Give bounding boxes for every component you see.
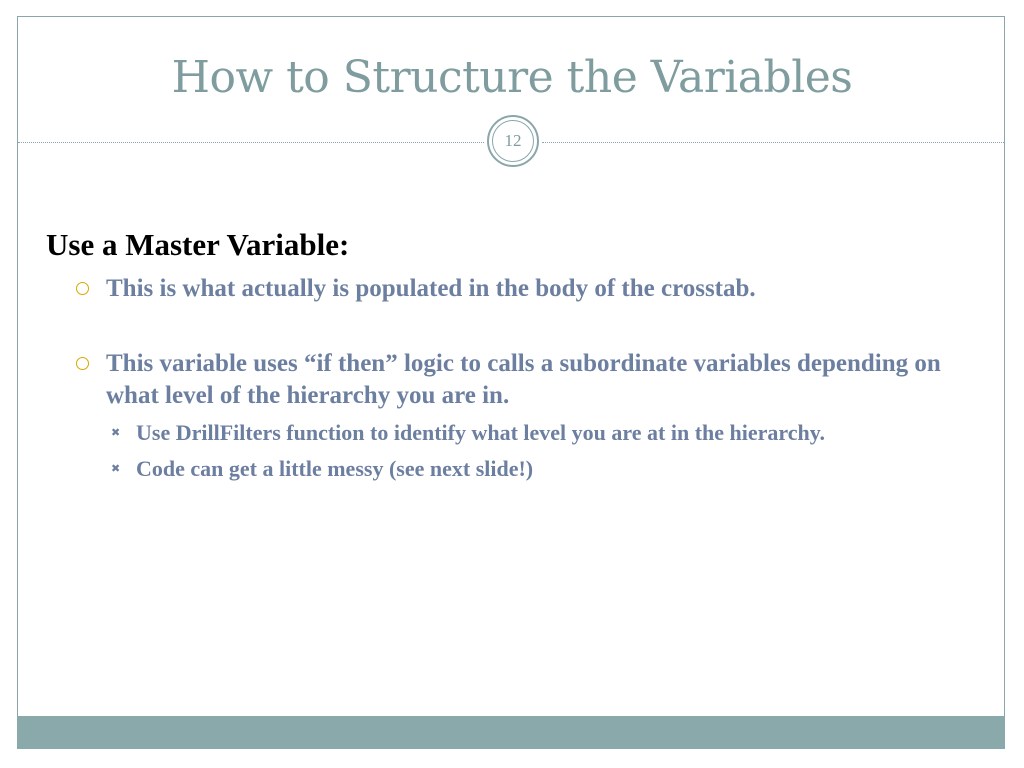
cross-bullet-icon: ✖ [111,426,121,439]
cross-bullet-icon: ✖ [111,462,121,475]
title-divider-left [18,142,484,143]
sub-bullet-text: Use DrillFilters function to identify what level you are at in the hierarchy. [136,420,826,445]
bullet-item [46,348,986,412]
circle-bullet-icon [76,357,89,370]
sub-bullet-text: Code can get a little messy (see next slide!) [136,456,534,481]
bullet-text: This is what actually is populated in the body of the crosstab. [106,275,756,302]
footer-bar [17,716,1005,749]
page-number-badge [487,115,539,167]
sub-bullet-item [46,454,986,483]
content-heading: Use a Master Variable: [46,227,350,262]
title-divider-right [542,142,1004,143]
sub-bullet-item [46,418,986,447]
page-number: 12 [492,120,534,162]
slide-title: How to Structure the Variables [171,52,853,103]
bullet-item [46,273,986,305]
circle-bullet-icon [76,282,89,295]
slide-content [46,225,986,483]
bullet-text: This variable uses “if then” logic to calls a subordinate variables depending on what level of the hierarchy you are in. [106,350,941,409]
